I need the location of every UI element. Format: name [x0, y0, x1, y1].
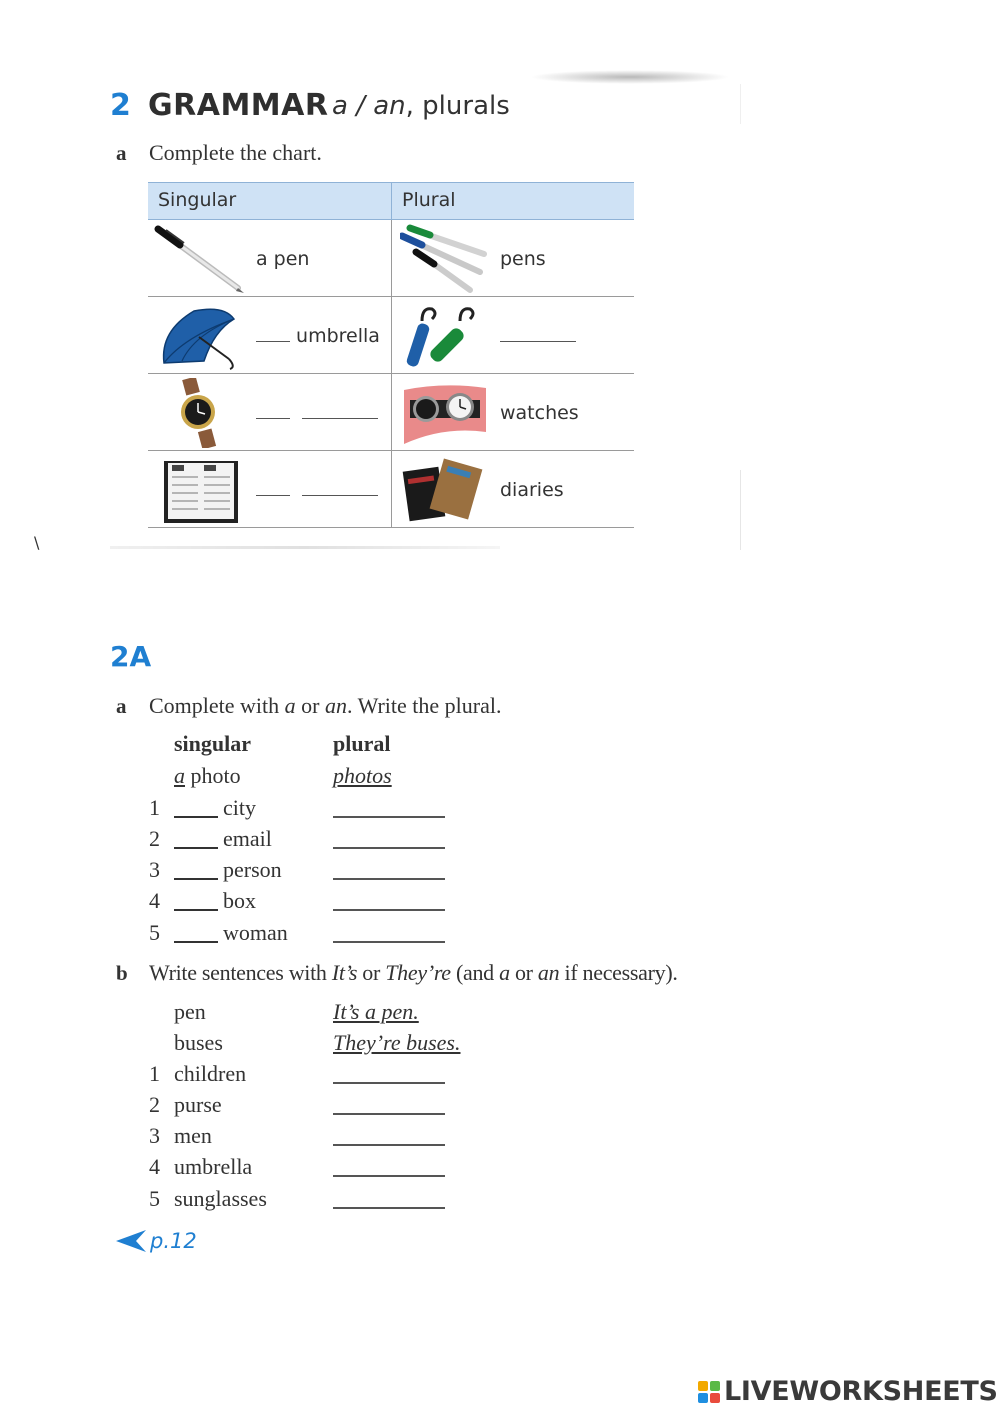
- item-number: 2: [149, 826, 160, 851]
- watches-icon: [400, 378, 490, 448]
- page-reference-link[interactable]: [116, 1229, 197, 1253]
- singular-text: [256, 479, 378, 501]
- exercise-letter: b: [116, 961, 128, 985]
- umbrellas-icon: [400, 301, 490, 371]
- item-word: person: [223, 857, 282, 882]
- column-header-singular: singular: [174, 731, 252, 756]
- plural-cell: [391, 220, 634, 296]
- exercise-instruction: Complete with a or an. Write the plural.: [149, 693, 502, 718]
- article-blank[interactable]: [174, 941, 218, 943]
- item-word: box: [223, 888, 256, 913]
- diary-icon: [154, 455, 244, 525]
- item-number: 5: [149, 1186, 160, 1211]
- singular-cell: [148, 297, 391, 373]
- stray-mark: \: [34, 533, 40, 552]
- divider: [110, 546, 500, 549]
- item-number: 5: [149, 920, 160, 945]
- section-2a-title: 2A: [110, 640, 152, 673]
- item-word: umbrella: [174, 1154, 253, 1179]
- page-reference-text: p.12: [150, 1229, 197, 1253]
- singular-text: a pen: [256, 248, 310, 270]
- plural-cell: [391, 451, 634, 527]
- answer-blank[interactable]: [256, 495, 290, 496]
- item-word: sunglasses: [174, 1186, 267, 1211]
- article-blank[interactable]: [174, 816, 218, 818]
- answer-blank[interactable]: [256, 418, 290, 419]
- logo-mark-icon: [698, 1381, 720, 1403]
- divider: [740, 470, 741, 550]
- sentence-answer-line[interactable]: [333, 1207, 445, 1209]
- item-word: woman: [223, 920, 288, 945]
- plural-answer-line[interactable]: [333, 878, 445, 880]
- sentence-answer-line[interactable]: [333, 1113, 445, 1115]
- answer-blank[interactable]: [256, 341, 290, 342]
- liveworksheets-logo: [698, 1376, 998, 1407]
- arrow-left-icon: [116, 1230, 146, 1252]
- pen-icon: [154, 224, 244, 294]
- plural-cell: [391, 297, 634, 373]
- column-header-plural: plural: [333, 731, 391, 756]
- article-blank[interactable]: [174, 847, 218, 849]
- answer-blank[interactable]: [302, 495, 378, 496]
- plural-text: diaries: [500, 479, 564, 501]
- chart-row: [148, 220, 634, 297]
- singular-text: umbrella: [256, 325, 380, 347]
- answer-blank[interactable]: [500, 341, 576, 342]
- sentence-answer-line[interactable]: [333, 1175, 445, 1177]
- example-word: pen: [174, 999, 206, 1024]
- plural-text: pens: [500, 248, 546, 270]
- chart-header: [148, 182, 634, 220]
- umbrella-icon: [154, 301, 244, 371]
- sentence-answer-line[interactable]: [333, 1082, 445, 1084]
- header-singular: Singular: [158, 189, 237, 211]
- singular-plural-chart: [148, 182, 634, 528]
- watch-icon: [154, 378, 244, 448]
- plural-text: [500, 325, 576, 347]
- singular-text: [256, 402, 378, 424]
- item-number: 1: [149, 1061, 160, 1086]
- diaries-icon: [400, 455, 490, 525]
- logo-text: LIVEWORKSHEETS: [724, 1376, 998, 1407]
- exercise-instruction: Complete the chart.: [149, 140, 322, 165]
- plural-answer-line[interactable]: [333, 816, 445, 818]
- chart-row: [148, 451, 634, 528]
- item-word: men: [174, 1123, 212, 1148]
- section-title: GRAMMAR: [148, 88, 329, 123]
- singular-cell: [148, 374, 391, 450]
- section-subtitle: a / an, plurals: [332, 91, 510, 121]
- article-blank[interactable]: [174, 909, 218, 911]
- plural-answer-line[interactable]: [333, 847, 445, 849]
- exercise-letter: a: [116, 694, 127, 718]
- example-word: buses: [174, 1030, 223, 1055]
- example-answer: They’re buses.: [333, 1030, 461, 1055]
- page-shadow: [530, 70, 730, 84]
- item-number: 3: [149, 857, 160, 882]
- answer-blank[interactable]: [302, 418, 378, 419]
- chart-row: [148, 297, 634, 374]
- article-blank[interactable]: [174, 878, 218, 880]
- plural-text: watches: [500, 402, 579, 424]
- item-number: 1: [149, 795, 160, 820]
- exercise-instruction: Write sentences with It’s or They’re (and a or an if necessary).: [149, 960, 678, 985]
- header-plural: Plural: [391, 183, 634, 219]
- singular-cell: [148, 220, 391, 296]
- divider: [740, 84, 741, 124]
- item-word: purse: [174, 1092, 222, 1117]
- chart-row: [148, 374, 634, 451]
- item-word: city: [223, 795, 256, 820]
- plural-answer-line[interactable]: [333, 941, 445, 943]
- item-number: 4: [149, 888, 160, 913]
- item-word: children: [174, 1061, 247, 1086]
- item-number: 2: [149, 1092, 160, 1117]
- plural-cell: [391, 374, 634, 450]
- item-number: 4: [149, 1154, 160, 1179]
- example-singular: a photo: [174, 763, 241, 788]
- exercise-letter: a: [116, 141, 127, 165]
- example-plural: photos: [333, 763, 392, 788]
- item-number: 3: [149, 1123, 160, 1148]
- example-answer: It’s a pen.: [333, 999, 419, 1024]
- item-word: email: [223, 826, 272, 851]
- section-number: 2: [110, 88, 131, 123]
- pens-icon: [400, 224, 490, 294]
- plural-answer-line[interactable]: [333, 909, 445, 911]
- sentence-answer-line[interactable]: [333, 1144, 445, 1146]
- singular-cell: [148, 451, 391, 527]
